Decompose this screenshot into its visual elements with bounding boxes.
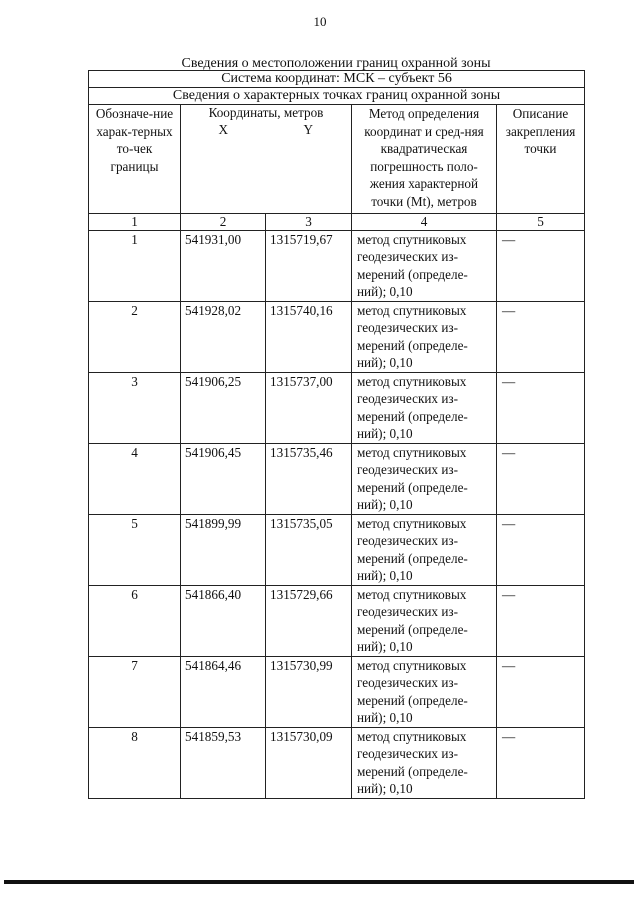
point-id: 3 [89,372,181,443]
column-number: 5 [497,213,585,230]
coord-x: 541931,00 [181,230,266,301]
table-row [89,585,585,656]
table-row [89,372,585,443]
section-title-row [89,88,585,105]
table-row [89,443,585,514]
header-coordinates: Координаты, метров [181,105,352,122]
point-id: 5 [89,514,181,585]
coord-x: 541866,40 [181,585,266,656]
method-cell: метод спутниковых геодезических из-мерений (определе-ний); 0,10 [352,656,497,727]
method-cell: метод спутниковых геодезических из-мерений (определе-ний); 0,10 [352,443,497,514]
column-numbers-row [89,213,585,230]
description-cell: — [497,301,585,372]
method-cell: метод спутниковых геодезических из-мерений (определе-ний); 0,10 [352,585,497,656]
column-number: 4 [352,213,497,230]
column-number: 2 [181,213,266,230]
point-id: 2 [89,301,181,372]
document-title: Сведения о местоположении границ охранной зоны [181,56,491,71]
description-cell: — [497,727,585,798]
method-cell: метод спутниковых геодезических из-мерений (определе-ний); 0,10 [352,514,497,585]
header-method [352,105,497,214]
table-row [89,656,585,727]
header-point-designation-text: Обозначе-ние харак-терных то-чек границы [95,106,174,174]
table-row [89,514,585,585]
coord-x: 541899,99 [181,514,266,585]
coord-x: 541906,25 [181,372,266,443]
coord-y: 1315740,16 [266,301,352,372]
coordinate-system-row [89,71,585,88]
method-cell: метод спутниковых геодезических из-мерений (определе-ний); 0,10 [352,372,497,443]
coord-x: 541859,53 [181,727,266,798]
method-cell: метод спутниковых геодезических из-мерений (определе-ний); 0,10 [352,727,497,798]
description-cell: — [497,443,585,514]
coord-y: 1315735,05 [266,514,352,585]
table-row [89,301,585,372]
column-number: 1 [89,213,181,230]
coord-y: 1315730,09 [266,727,352,798]
coordinate-system-label: Система координат: МСК – субъект 56 [89,71,585,88]
header-description-text: Описание закрепления точки [505,106,576,156]
description-cell: — [497,656,585,727]
header-y: Y [266,121,352,213]
column-number: 3 [266,213,352,230]
point-id: 1 [89,230,181,301]
description-cell: — [497,585,585,656]
table-row [89,230,585,301]
description-cell: — [497,372,585,443]
coord-y: 1315729,66 [266,585,352,656]
point-id: 6 [89,585,181,656]
header-method-text: Метод определения координат и сред-няя квадратическая погрешность поло-жения характерной точки (Mt), метров [364,106,484,209]
header-row [89,105,585,122]
point-id: 7 [89,656,181,727]
header-x: X [181,121,266,213]
coord-y: 1315719,67 [266,230,352,301]
method-cell: метод спутниковых геодезических из-мерений (определе-ний); 0,10 [352,230,497,301]
header-description [497,105,585,214]
description-cell: — [497,230,585,301]
coord-x: 541906,45 [181,443,266,514]
page-number: 10 [313,14,327,29]
header-point-designation [89,105,181,214]
coord-x: 541928,02 [181,301,266,372]
method-cell: метод спутниковых геодезических из-мерений (определе-ний); 0,10 [352,301,497,372]
section-title: Сведения о характерных точках границ охранной зоны [89,88,585,105]
coord-y: 1315730,99 [266,656,352,727]
point-id: 8 [89,727,181,798]
coord-y: 1315737,00 [266,372,352,443]
boundary-points-table [88,70,585,799]
coord-x: 541864,46 [181,656,266,727]
bottom-rule [4,880,634,884]
point-id: 4 [89,443,181,514]
description-cell: — [497,514,585,585]
coord-y: 1315735,46 [266,443,352,514]
table-row [89,727,585,798]
